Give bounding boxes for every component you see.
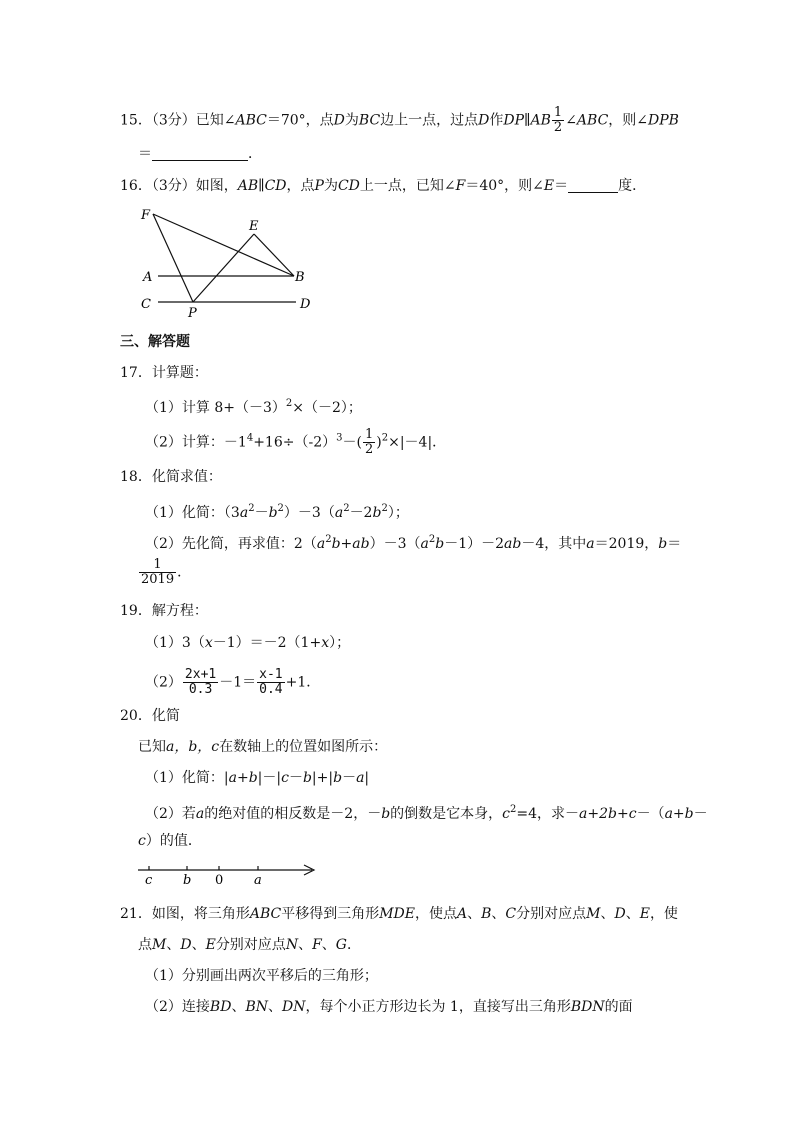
q15-text: 为 — [344, 112, 359, 129]
q20-text: － — [693, 806, 708, 822]
q20-text: －（ — [636, 806, 665, 822]
q20-text: b — [333, 770, 343, 786]
q18-text: a — [420, 536, 429, 552]
q20-text: a — [195, 806, 205, 822]
q21-text: 、 — [191, 937, 206, 953]
q21-text: ． — [346, 937, 361, 953]
segment-FB — [153, 214, 294, 276]
fraction-denominator: 0.4 — [259, 682, 283, 697]
q18-text: （2）先化简，再求值：2（ — [145, 536, 317, 552]
q18-text: ab — [504, 536, 522, 552]
q18-text: b+ab — [331, 536, 370, 552]
point-label-C: C — [141, 297, 151, 312]
q21-text: 、 — [600, 906, 615, 922]
q18-text: b — [372, 505, 382, 521]
q21-text: 、 — [321, 937, 336, 953]
fraction-numerator: 1 — [139, 558, 176, 573]
q17-text: －( — [342, 434, 362, 451]
fraction-numerator: 2x+1 — [184, 667, 217, 682]
q21-text: DN — [281, 999, 306, 1015]
q16-line1 — [120, 177, 646, 195]
exponent: 4 — [246, 432, 254, 444]
fraction-denominator: 0.3 — [188, 682, 213, 697]
q18-text: a — [316, 536, 326, 552]
segment-EB — [254, 234, 294, 276]
q21-text: C — [505, 906, 517, 922]
point-label-P: P — [188, 306, 197, 321]
q15-text: D — [478, 112, 490, 129]
q19-text: －1）＝－2（1+ — [212, 635, 322, 651]
q18-text: ）－3（ — [369, 536, 421, 552]
q21-text: BDN — [570, 999, 605, 1015]
q17-text: ×|－4|． — [388, 434, 447, 451]
point-label-D: D — [300, 297, 311, 312]
q20-text: 的倒数是它本身， — [390, 806, 503, 822]
q21-line1 — [120, 905, 678, 923]
q15-text: DP∥AB — [503, 112, 551, 129]
q21-part2 — [145, 998, 633, 1016]
q20-text: a+b — [664, 806, 694, 822]
q18-title: 18．化简求值： — [120, 469, 222, 485]
q17-text: （1）计算 8+（－3） — [145, 400, 286, 416]
q19-text: x — [321, 635, 330, 651]
q20-text: b — [302, 770, 312, 786]
q15-text: 作 — [489, 112, 504, 129]
q15-line1 — [120, 106, 679, 135]
q15-text: 15．（3分）已知∠ — [120, 112, 236, 129]
exponent: 2 — [277, 503, 284, 514]
q15-text: ∠ — [565, 112, 577, 129]
q18-part2 — [145, 531, 681, 553]
q21-text: MDE — [379, 906, 415, 922]
fraction-denominator: 2 — [364, 442, 374, 457]
q21-text: 、 — [267, 999, 282, 1015]
q18-fraction — [139, 558, 176, 587]
exponent: 2 — [381, 503, 388, 514]
q16-text: P — [314, 178, 324, 194]
q15-text: ，则∠ — [608, 112, 649, 129]
q15-text: D — [333, 112, 345, 129]
q21-text: B — [481, 906, 492, 922]
q21-text: A — [456, 906, 468, 922]
q15-fraction — [552, 106, 564, 135]
q18-text: ． — [177, 564, 192, 581]
q15-text: 边上一点，过点 — [380, 112, 479, 129]
q20-text: |－| — [257, 770, 282, 786]
q21-text: 、 — [625, 906, 640, 922]
q17-text: +16÷（-2） — [253, 434, 337, 451]
q20-part2 — [145, 801, 708, 823]
q21-text: 、 — [467, 906, 482, 922]
q16-text: AB∥CD — [237, 178, 287, 194]
axis-label-b: b — [183, 873, 192, 888]
fraction-numerator: 1 — [553, 105, 563, 120]
fraction-denominator: 2 — [553, 120, 563, 135]
q19-text: （1）3（ — [145, 635, 205, 651]
q17-part1 — [145, 395, 362, 417]
q21-text: E — [205, 937, 216, 953]
q18-text: a — [586, 536, 595, 552]
q20-text: =4，求－ — [516, 806, 580, 822]
q18-text: －1）－2 — [444, 536, 505, 552]
q16-geometry-figure — [136, 200, 326, 325]
answer-blank[interactable] — [152, 146, 248, 161]
q17-text: ) — [376, 434, 382, 451]
q20-text: c — [138, 833, 146, 849]
q18-text: ＝2019， — [594, 536, 659, 552]
q15-text: ＝ — [138, 146, 152, 162]
q18-text: b — [658, 536, 668, 552]
exponent: 3 — [336, 432, 343, 444]
q21-text: ，使点 — [414, 906, 457, 922]
q15-text: ABC — [576, 112, 609, 129]
q20-text: 在数轴上的位置如图所示： — [219, 739, 388, 755]
q19-part1 — [145, 634, 350, 652]
exponent: 2 — [285, 398, 293, 409]
q18-text: a — [239, 505, 249, 521]
q15-text: ABC — [235, 112, 267, 129]
q16-text: F — [455, 178, 466, 194]
q17-part2 — [145, 428, 446, 457]
q21-text: F — [312, 937, 322, 953]
fraction-numerator: 1 — [364, 427, 374, 442]
q21-text: 分别对应点 — [516, 906, 587, 922]
q15-text: BC — [358, 112, 381, 129]
q15-text: DPB — [648, 112, 679, 129]
q18-text: － — [254, 505, 269, 521]
q20-intro — [138, 738, 387, 756]
q16-text: ＝ — [554, 178, 569, 194]
number-line — [134, 858, 324, 888]
segment-FP — [153, 214, 193, 302]
q19-text: ）； — [329, 635, 351, 651]
q19-title: 19．解方程： — [120, 603, 208, 619]
q20-text: | — [364, 770, 370, 786]
q21-text: 的面 — [604, 999, 633, 1015]
exponent: 2 — [343, 503, 350, 514]
axis-label-a: a — [254, 873, 262, 888]
q16-text: 上一点，已知∠ — [359, 178, 456, 194]
q21-text: （2）连接 — [145, 999, 210, 1015]
axis-label-zero: 0 — [215, 873, 224, 888]
q21-text: M — [152, 937, 167, 953]
q19-fraction-1 — [183, 668, 218, 697]
q15-text: ． — [248, 146, 262, 162]
q20-text: （2）若 — [145, 806, 196, 822]
q20-text: c — [281, 770, 289, 786]
point-label-B: B — [295, 270, 305, 285]
q18-text: ）－3（ — [283, 505, 335, 521]
q18-text: ）； — [387, 505, 409, 521]
q20-text: c — [502, 806, 511, 822]
q21-text: BN — [245, 999, 268, 1015]
q17-text: ×（－2）； — [292, 400, 362, 416]
q16-text: 为 — [323, 178, 338, 194]
q21-text: 点 — [138, 937, 152, 953]
q17-fraction — [363, 428, 375, 457]
q21-text: 、 — [231, 999, 246, 1015]
q20-text: （1）化简：| — [145, 770, 229, 786]
q20-text: 的绝对值的相反数是－2，－ — [204, 806, 382, 822]
q21-text: ABC — [249, 906, 282, 922]
q18-text: －4，其中 — [521, 536, 587, 552]
q17-title: 17．计算题： — [120, 365, 208, 381]
q20-text: － — [288, 770, 303, 786]
q18-text: a — [334, 505, 344, 521]
exponent: 2 — [248, 503, 255, 514]
q20-text: a+b — [228, 770, 258, 786]
q20-text: － — [342, 770, 357, 786]
q18-text: b — [268, 505, 278, 521]
point-label-E: E — [249, 219, 259, 234]
answer-blank[interactable] — [568, 178, 618, 193]
point-label-F: F — [141, 208, 151, 223]
q21-text: D — [614, 906, 626, 922]
q15-line2 — [138, 145, 262, 163]
exponent: 2 — [510, 804, 517, 815]
section-heading: 三、解答题 — [120, 334, 190, 350]
q16-text: ，点 — [286, 178, 315, 194]
q19-text: －1＝ — [219, 674, 257, 691]
q21-text: N — [285, 937, 299, 953]
q19-fraction-2 — [257, 668, 284, 697]
point-label-A: A — [143, 270, 153, 285]
q18-text: （1）化简：（3 — [145, 505, 240, 521]
q19-part2 — [145, 668, 320, 697]
q18-text: ＝ — [667, 536, 682, 552]
q20-text: a+2b+c — [579, 806, 637, 822]
q15-text: ＝70°，点 — [266, 112, 334, 129]
q20-title: 20．化简 — [120, 708, 180, 724]
q21-text: G — [335, 937, 347, 953]
q21-text: D — [180, 937, 192, 953]
q20-text: ）的值． — [145, 833, 202, 849]
q16-text: CD — [337, 178, 360, 194]
q21-part1: （1）分别画出两次平移后的三角形； — [145, 968, 378, 984]
q19-text: +1． — [285, 674, 321, 691]
q21-text: BD — [209, 999, 232, 1015]
q21-line2 — [138, 936, 361, 954]
q21-text: 平移得到三角形 — [281, 906, 380, 922]
q21-text: 、 — [298, 937, 313, 953]
q20-text: 已知 — [138, 739, 166, 755]
q21-text: 、 — [491, 906, 506, 922]
q18-text: －2 — [349, 505, 373, 521]
exponent: 2 — [381, 432, 389, 444]
q20-part1 — [145, 769, 369, 787]
exponent: 2 — [325, 534, 332, 545]
q18-text: b — [435, 536, 445, 552]
q21-text: M — [586, 906, 601, 922]
q20-text: |+| — [311, 770, 334, 786]
q20-text: a — [356, 770, 365, 786]
q16-text: E — [543, 178, 555, 194]
q20-text: a，b，c — [166, 739, 220, 755]
q16-text: 度． — [618, 178, 647, 194]
q21-text: ，每个小正方形边长为 1，直接写出三角形 — [305, 999, 571, 1015]
q21-text: 21．如图，将三角形 — [120, 906, 250, 922]
q21-text: 分别对应点 — [215, 937, 286, 953]
q21-text: E — [639, 906, 650, 922]
q16-text: 16．（3分）如图， — [120, 178, 238, 194]
q21-text: ，使 — [649, 906, 678, 922]
fraction-denominator: 2019 — [141, 572, 175, 587]
q17-text: （2）计算：－1 — [145, 434, 247, 451]
q18-part1 — [145, 500, 409, 522]
q20-part2-cont — [138, 832, 202, 850]
fraction-numerator: x-1 — [259, 667, 283, 682]
q19-text: x — [204, 635, 213, 651]
q18-part2-cont — [138, 558, 191, 587]
q19-text: （2） — [145, 674, 182, 691]
q21-text: 、 — [166, 937, 181, 953]
axis-label-c: c — [145, 873, 153, 888]
q20-text: b — [381, 806, 391, 822]
q16-text: ＝40°，则∠ — [465, 178, 544, 194]
segment-PE — [193, 234, 254, 302]
exponent: 2 — [428, 534, 436, 545]
